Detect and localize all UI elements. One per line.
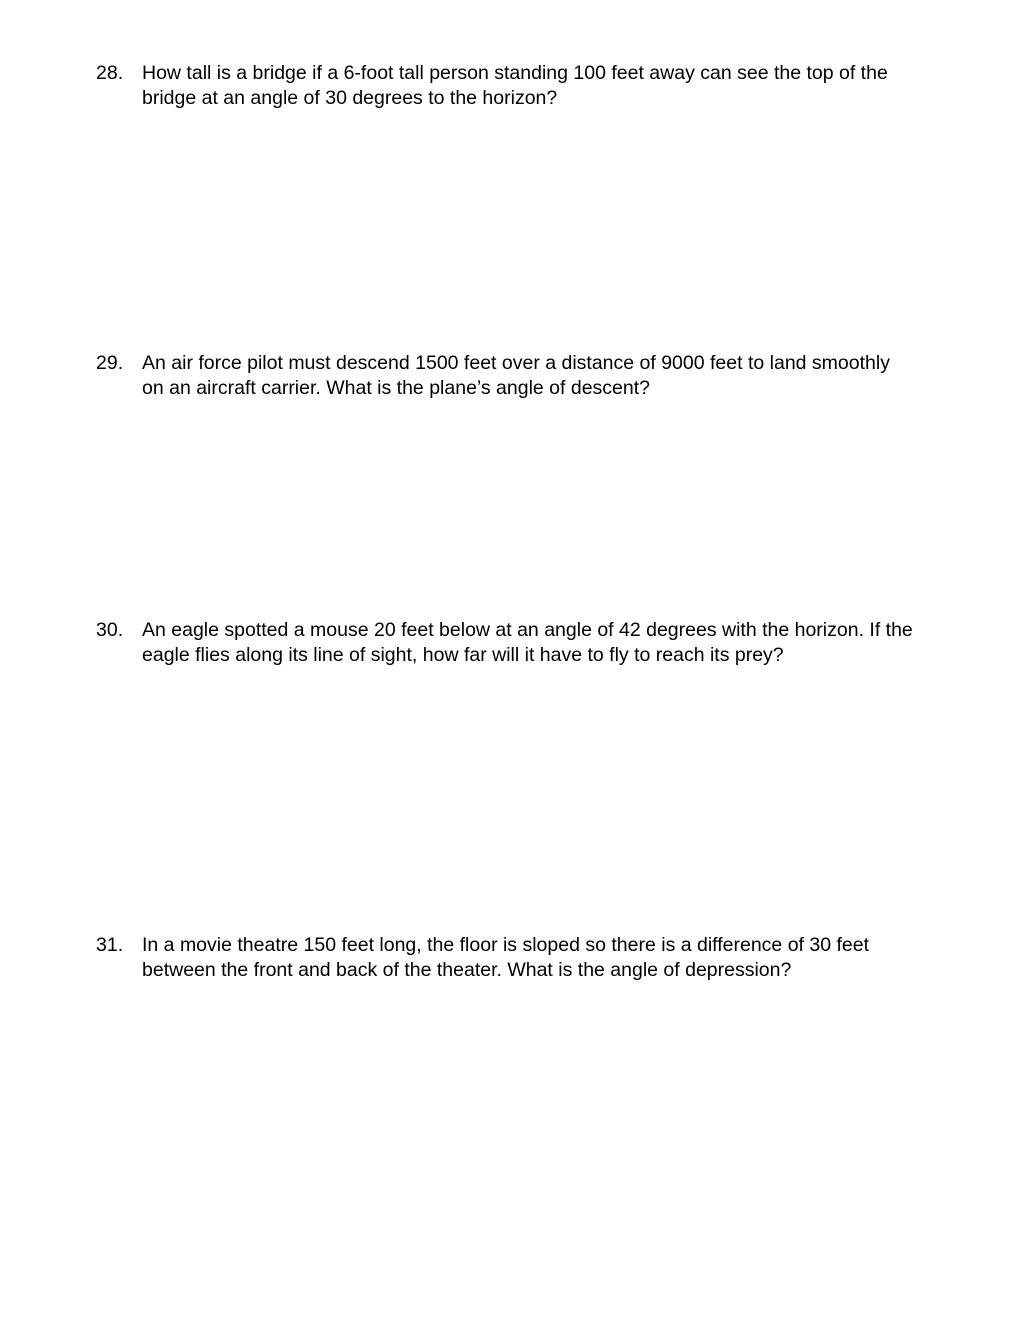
problem-text-line-1: How tall is a bridge if a 6-foot tall person standing 100 feet away can see the top of the (142, 62, 888, 84)
problem-text-line-2: between the front and back of the theater. What is the angle of depression? (142, 959, 792, 981)
problem-28 (96, 61, 966, 111)
problem-text-line-1: An air force pilot must descend 1500 feet over a distance of 9000 feet to land smoothly (142, 352, 890, 374)
problem-text-line-1: An eagle spotted a mouse 20 feet below at an angle of 42 degrees with the horizon. If the (142, 619, 913, 641)
problem-number: 29. (96, 352, 124, 374)
problem-number: 30. (96, 619, 124, 641)
problem-31 (96, 933, 966, 983)
problem-text-line-2: on an aircraft carrier. What is the plane’s angle of descent? (142, 377, 651, 399)
problem-text-line-1: In a movie theatre 150 feet long, the floor is sloped so there is a difference of 30 feet (142, 934, 870, 956)
problem-29 (96, 351, 966, 401)
problem-30 (96, 618, 966, 668)
problem-number: 31. (96, 934, 124, 956)
problem-number: 28. (96, 62, 124, 84)
problem-text-line-2: eagle flies along its line of sight, how far will it have to fly to reach its prey? (142, 644, 784, 666)
problem-text-line-2: bridge at an angle of 30 degrees to the horizon? (142, 87, 558, 109)
